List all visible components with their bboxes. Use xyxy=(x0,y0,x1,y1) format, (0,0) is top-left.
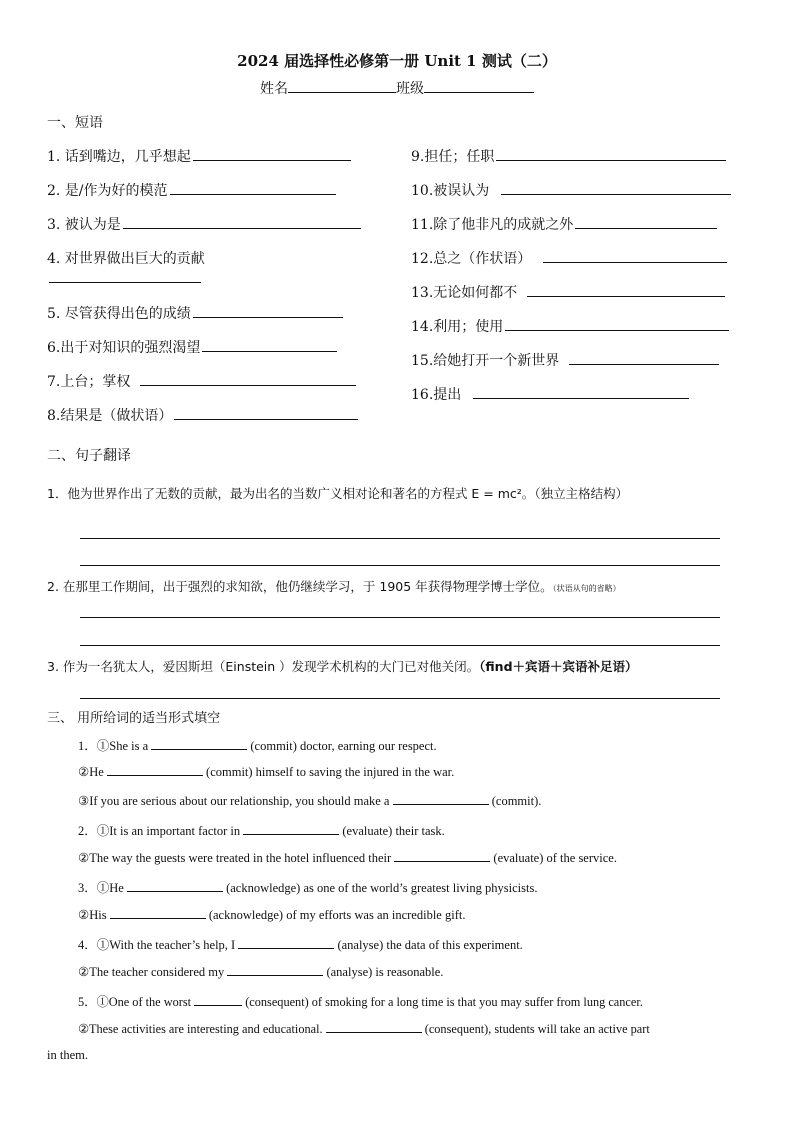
fill-blank[interactable] xyxy=(394,850,490,862)
answer-blank[interactable] xyxy=(140,373,356,386)
phrase-item: 14.利用；使用 xyxy=(411,316,729,336)
answer-line[interactable] xyxy=(80,617,720,618)
fill-question: 4．①With the teacher’s help, I (analyse) the data of this experiment. xyxy=(78,938,523,952)
fill-question: 2．①It is an important factor in (evaluate) their task. xyxy=(78,824,445,838)
name-class-line xyxy=(0,78,794,98)
answer-blank[interactable] xyxy=(501,182,731,195)
phrase-item: 3. 被认为是 xyxy=(47,214,361,234)
fill-question: ②The way the guests were treated in the hotel influenced their (evaluate) of the service. xyxy=(78,851,617,865)
fill-question: 1．①She is a (commit) doctor, earning our respect. xyxy=(78,739,437,753)
fill-blank[interactable] xyxy=(238,937,334,949)
fill-question: ③If you are serious about our relationship, you should make a (commit). xyxy=(78,794,542,808)
answer-line[interactable] xyxy=(80,538,720,539)
fill-question: ②He (commit) himself to saving the injured in the war. xyxy=(78,765,455,779)
phrase-item: 7.上台；掌权 xyxy=(47,371,356,391)
fill-blank[interactable] xyxy=(393,793,489,805)
name-blank[interactable] xyxy=(288,80,396,93)
fill-blank[interactable] xyxy=(227,964,323,976)
answer-blank[interactable] xyxy=(202,339,337,352)
fill-blank[interactable] xyxy=(194,994,242,1006)
name-label: 姓名 xyxy=(260,81,288,97)
answer-blank[interactable] xyxy=(49,270,201,283)
answer-blank[interactable] xyxy=(193,148,351,161)
fill-question: ②His (acknowledge) of my efforts was an incredible gift. xyxy=(78,908,466,922)
section3-heading: 三、 用所给词的适当形式填空 xyxy=(47,711,221,726)
translation-sentence-3: 3. 作为一名犹太人，爱因斯坦（Einstein ）发现学术机构的大门已对他关闭。（find＋宾语＋宾语补足语） xyxy=(47,659,638,674)
answer-blank[interactable] xyxy=(496,148,726,161)
answer-blank[interactable] xyxy=(193,305,343,318)
fill-question: ②These activities are interesting and educational. (consequent), students will take an active part xyxy=(78,1022,650,1036)
fill-blank[interactable] xyxy=(107,764,203,776)
answer-blank[interactable] xyxy=(123,216,361,229)
answer-line[interactable] xyxy=(80,698,720,699)
answer-blank[interactable] xyxy=(473,386,689,399)
phrase-item: 1. 话到嘴边，几乎想起 xyxy=(47,146,351,166)
phrase-item: 15.给她打开一个新世界 xyxy=(411,350,719,370)
phrase-item: 5. 尽管获得出色的成绩 xyxy=(47,303,343,323)
fill-blank[interactable] xyxy=(110,907,206,919)
answer-line[interactable] xyxy=(80,645,720,646)
fill-question: 5．①One of the worst (consequent) of smoking for a long time is that you may suffer from lung cancer. xyxy=(78,995,643,1009)
class-blank[interactable] xyxy=(424,80,534,93)
answer-blank[interactable] xyxy=(170,182,336,195)
phrase-item: 16.提出 xyxy=(411,384,689,404)
fill-question-continuation: in them. xyxy=(47,1048,88,1062)
answer-blank[interactable] xyxy=(575,216,717,229)
fill-blank[interactable] xyxy=(243,823,339,835)
phrase-item: 12.总之（作状语） xyxy=(411,248,727,268)
class-label: 班级 xyxy=(396,81,424,97)
fill-question: 3．①He (acknowledge) as one of the world’s greatest living physicists. xyxy=(78,881,538,895)
fill-blank[interactable] xyxy=(151,738,247,750)
phrase-item: 13.无论如何都不 xyxy=(411,282,725,302)
section1-heading: 一、短语 xyxy=(47,115,103,131)
phrase-item: 9.担任；任职 xyxy=(411,146,726,166)
translation-sentence-1: 1．他为世界作出了无数的贡献，最为出名的当数广义相对论和著名的方程式 E = mc²。（独立主格结构） xyxy=(47,486,629,501)
answer-blank[interactable] xyxy=(527,284,725,297)
phrase-item-continuation xyxy=(47,270,201,287)
phrase-item: 8.结果是（做状语） xyxy=(47,405,358,425)
phrase-item: 2. 是/作为好的模范 xyxy=(47,180,336,200)
phrase-item: 4. 对世界做出巨大的贡献 xyxy=(47,251,205,267)
section2-heading: 二、句子翻译 xyxy=(47,448,131,464)
phrase-item: 10.被误认为 xyxy=(411,180,731,200)
answer-blank[interactable] xyxy=(543,250,727,263)
page-title: 2024 届选择性必修第一册 Unit 1 测试（二） xyxy=(237,52,557,70)
answer-line[interactable] xyxy=(80,565,720,566)
fill-blank[interactable] xyxy=(326,1021,422,1033)
phrase-item: 11.除了他非凡的成就之外 xyxy=(411,214,717,234)
answer-blank[interactable] xyxy=(569,352,719,365)
fill-blank[interactable] xyxy=(127,880,223,892)
answer-blank[interactable] xyxy=(174,407,358,420)
fill-question: ②The teacher considered my (analyse) is reasonable. xyxy=(78,965,444,979)
phrase-item: 6.出于对知识的强烈渴望 xyxy=(47,337,337,357)
answer-blank[interactable] xyxy=(505,318,729,331)
translation-sentence-2: 2. 在那里工作期间，出于强烈的求知欲，他仍继续学习，于 1905 年获得物理学博士学位。（状语从句的省略） xyxy=(47,579,621,594)
